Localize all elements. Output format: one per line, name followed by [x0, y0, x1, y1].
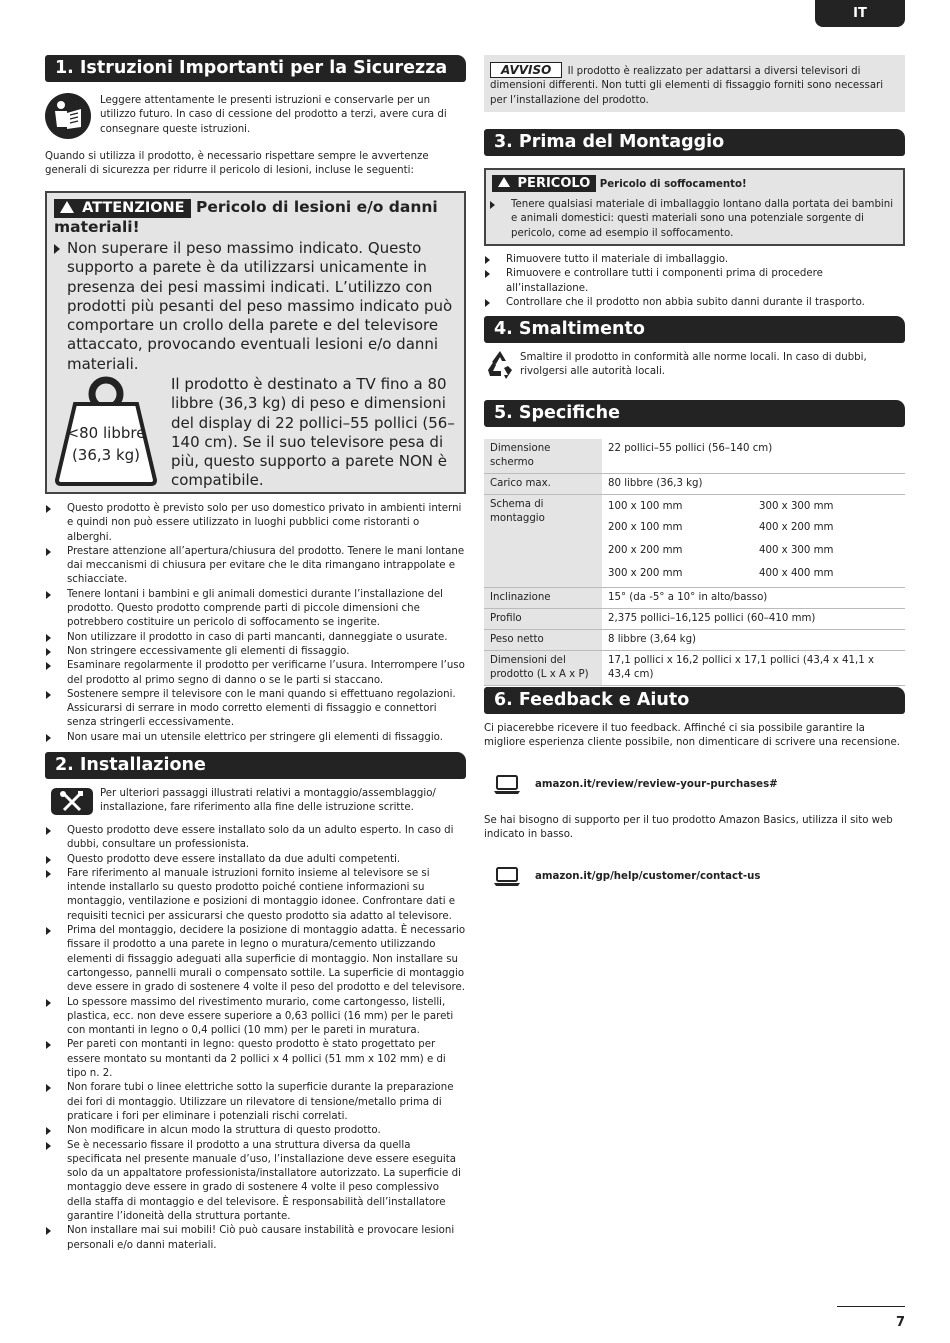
list-item: Rimuovere e controllare tutti i componenti prima di procedere all’installazione. [484, 267, 905, 296]
warning-triangle-icon [498, 177, 510, 187]
list-item: Controllare che il prodotto non abbia subito danni durante il trasporto. [484, 296, 905, 310]
section-5-heading: 5. Specifiche [484, 400, 905, 427]
table-row [484, 630, 905, 651]
list-item: Questo prodotto deve essere installato solo da un adulto esperto. In caso di dubbi, consultare un professionista. [45, 824, 466, 853]
table-row [484, 439, 905, 474]
spec-key: Inclinazione [484, 588, 602, 609]
weight-limit-kg: (36,3 kg) [71, 446, 141, 464]
list-item: Tenere qualsiasi materiale di imballaggio lontano dalla portata dei bambini e animali domestici: questi materiali sono una potenziale sorgente di pericolo, come ad esempio il soffocamento. [489, 198, 899, 241]
pattern-cell: 400 x 200 mm [759, 521, 834, 533]
table-row [484, 609, 905, 630]
warning-triangle-icon [60, 201, 74, 213]
danger-title: Pericolo di soffocamento! [599, 179, 747, 190]
review-link[interactable]: amazon.it/review/review-your-purchases# [535, 779, 778, 790]
notice-tag: AVVISO [490, 62, 562, 78]
section-1-heading: 1. Istruzioni Importanti per la Sicurezza [45, 55, 466, 82]
warning-box [45, 191, 466, 494]
list-item: Tenere lontani i bambini e gli animali domestici durante l’installazione del prodotto. Questo prodotto comprende parti di piccole dimensioni che potrebbero costituire un pericolo di soffocamento se ingerite. [45, 588, 466, 631]
list-item: Non installare mai sui mobili! Ciò può causare instabilità e provocare lesioni personali e/o danni materiali. [45, 1224, 466, 1253]
list-item: Rimuovere tutto il materiale di imballaggio. [484, 253, 905, 267]
list-item: Se è necessario fissare il prodotto a una struttura diversa da quella specificata nel presente manuale d’uso, l’installazione deve essere eseguita solo da un appaltatore professionista/installatore autorizzato. La superficie di montaggio deve essere in grado di sostenere 4 volte il peso complessivo della staffa di montaggio e del televisore. È responsabilità dell’installatore garantire l’idoneità della struttura portante. [45, 1139, 466, 1225]
list-item: Non utilizzare il prodotto in caso di parti mancanti, danneggiate o usurate. [45, 631, 466, 645]
footer-rule [837, 1306, 905, 1307]
contact-link[interactable]: amazon.it/gp/help/customer/contact-us [535, 871, 761, 882]
pattern-cell: 400 x 300 mm [759, 544, 834, 556]
spec-key: Carico max. [484, 474, 602, 495]
pattern-cell: 200 x 100 mm [608, 521, 683, 533]
spec-value: 2,375 pollici–16,125 pollici (60–410 mm) [602, 609, 905, 630]
spec-key: Schema di montaggio [484, 495, 602, 588]
list-item: Non modificare in alcun modo la struttura di questo prodotto. [45, 1124, 466, 1138]
language-tab: IT [815, 0, 905, 27]
list-item: Sostenere sempre il televisore con le mani quando si effettuano regolazioni. Assicurarsi di serrare in modo corretto elementi di fissaggio e connettori senza stringerli eccessivamente. [45, 688, 466, 731]
spec-value: 8 libbre (3,64 kg) [602, 630, 905, 651]
pattern-cell: 300 x 300 mm [759, 501, 834, 512]
attention-label: ATTENZIONE [82, 200, 185, 216]
danger-tag [492, 175, 596, 192]
warning-list [53, 239, 453, 374]
list-item: Non usare mai un utensile elettrico per stringere gli elementi di fissaggio. [45, 731, 466, 745]
tools-icon [51, 788, 93, 815]
list-item: Fare riferimento al manuale istruzioni fornito insieme al televisore se si intende installarlo su questo prodotto poiché contiene informazioni su montaggio, ventilazione e posizioni di montaggio idonee. Confrontare dati e requisiti tecnici per assicurarsi che questo prodotto sia adatto al televisore. [45, 867, 466, 924]
spec-value: 15° (da -5° a 10° in alto/basso) [602, 588, 905, 609]
s1-intro-text: Leggere attentamente le presenti istruzioni e conservarle per un utilizzo futuro. In caso di cessione del prodotto a terzi, avere cura di consegnare queste istruzioni. [100, 95, 447, 135]
list-item: Prestare attenzione all’apertura/chiusura del prodotto. Tenere le mani lontane dai meccanismi di chiusura per evitare che le dita rimangano intrappolate e schiacciate. [45, 545, 466, 588]
warning-item: Non superare il peso massimo indicato. Questo supporto a parete è da utilizzarsi unicamente in presenza dei pesi massimi indicati. L’utilizzo con prodotti più pesanti del peso massimo indicato può comportare un crollo della parete e del televisore attaccato, provocando eventuali lesioni e/o danni materiali. [53, 239, 453, 374]
spec-key: Peso netto [484, 630, 602, 651]
list-item: Questo prodotto deve essere installato da due adulti competenti. [45, 853, 466, 867]
weight-text: Il prodotto è destinato a TV fino a 80 libbre (36,3 kg) di peso e dimensioni del display di 22 pollici–55 pollici (56–140 cm). Se il suo televisore pesa di più, questo supporto a parete NON è compatibile. [171, 375, 455, 490]
spec-table [484, 439, 905, 686]
recycle-icon [484, 348, 516, 380]
section-6-heading: 6. Feedback e Aiuto [484, 687, 905, 714]
section-2-heading: 2. Installazione [45, 752, 466, 779]
table-row [484, 588, 905, 609]
read-manual-icon [45, 93, 91, 139]
s3-bullet-list [484, 253, 905, 310]
list-item: Lo spessore massimo del rivestimento murario, come cartongesso, listelli, plastica, ecc. non deve essere superiore a 0,63 pollici (16 mm) per le pareti con montanti in legno o 0,4 pollici (10 mm) per le pareti in muratura. [45, 996, 466, 1039]
table-row [484, 474, 905, 495]
weight-icon [55, 376, 157, 486]
spec-key: Dimensioni del prodotto (L x A x P) [484, 651, 602, 686]
notice-box [484, 55, 905, 112]
s6-feedback-text: Ci piacerebbe ricevere il tuo feedback. Affinché ci sia possibile garantire la migliore esperienza cliente possibile, non dimenticare di scrivere una recensione. [484, 723, 900, 749]
notice-text: Il prodotto è realizzato per adattarsi a diversi televisori di dimensioni differenti. Non tutti gli elementi di fissaggio forniti sono necessari per l’installazione del prodotto. [490, 66, 884, 106]
table-row [484, 651, 905, 686]
attention-tag [54, 199, 191, 218]
warning-title: Pericolo di lesioni e/o danni materiali! [54, 198, 438, 236]
s6-support-text: Se hai bisogno di supporto per il tuo prodotto Amazon Basics, utilizza il sito web indicato in basso. [484, 815, 893, 841]
list-item: Esaminare regolarmente il prodotto per verificarne l’usura. Interrompere l’uso del prodotto al primo segno di danno o se le parti si staccano. [45, 659, 466, 688]
table-row [484, 495, 905, 518]
spec-key: Profilo [484, 609, 602, 630]
list-item: Non forare tubi o linee elettriche sotto la superficie durante la preparazione dei fori di montaggio. Utilizzare un rilevatore di tensione/metallo prima di praticare i fori per eliminare i potenziali rischi correlati. [45, 1081, 466, 1124]
list-item: Per pareti con montanti in legno: questo prodotto è stato progettato per essere montato su montanti da 2 pollici x 4 pollici (51 mm x 102 mm) e di tipo n. 2. [45, 1038, 466, 1081]
spec-key: Dimensione schermo [484, 439, 602, 474]
laptop-icon [494, 775, 520, 795]
spec-value: 17,1 pollici x 16,2 pollici x 17,1 pollici (43,4 x 41,1 x 43,4 cm) [602, 651, 905, 686]
section-4-heading: 4. Smaltimento [484, 316, 905, 343]
list-item: Questo prodotto è previsto solo per uso domestico privato in ambienti interni e quindi non può essere utilizzato in luoghi pubblici come ristoranti o alberghi. [45, 502, 466, 545]
page-number: 7 [895, 1315, 905, 1330]
spec-value: 80 libbre (36,3 kg) [602, 474, 905, 495]
s1-general-text: Quando si utilizza il prodotto, è necessario rispettare sempre le avvertenze generali di sicurezza per ridurre il pericolo di lesioni, incluse le seguenti: [45, 151, 429, 177]
danger-list [489, 198, 899, 241]
list-item: Non stringere eccessivamente gli elementi di fissaggio. [45, 645, 466, 659]
s1-bullet-list [45, 502, 466, 745]
pattern-cell: 400 x 400 mm [753, 564, 905, 588]
pattern-cell: 100 x 100 mm [608, 501, 683, 512]
s4-text: Smaltire il prodotto in conformità alle norme locali. In caso di dubbi, rivolgersi alle autorità locali. [520, 352, 867, 378]
danger-box [484, 168, 905, 246]
laptop-icon [494, 867, 520, 887]
danger-label: PERICOLO [517, 176, 591, 191]
s2-bullet-list [45, 824, 466, 1253]
pattern-cell: 300 x 200 mm [602, 564, 753, 588]
spec-value: 22 pollici–55 pollici (56–140 cm) [602, 439, 905, 474]
section-3-heading: 3. Prima del Montaggio [484, 129, 905, 156]
pattern-cell: 200 x 200 mm [608, 544, 683, 556]
weight-limit-lb: <80 libbre [66, 424, 146, 442]
list-item: Prima del montaggio, decidere la posizione di montaggio adatta. È necessario fissare il prodotto a una parete in legno o muratura/cemento utilizzando elementi di fissaggio adeguati alla superficie di montaggio. Non installare su cartongesso, pannelli murali o compensato sottile. La superficie di montaggio deve essere in grado di sostenere 4 volte il peso del prodotto e del televisore. [45, 924, 466, 995]
s2-intro-text: Per ulteriori passaggi illustrati relativi a montaggio/assemblaggio/ installazione, fare riferimento alla fine delle istruzione scritte. [100, 788, 436, 814]
